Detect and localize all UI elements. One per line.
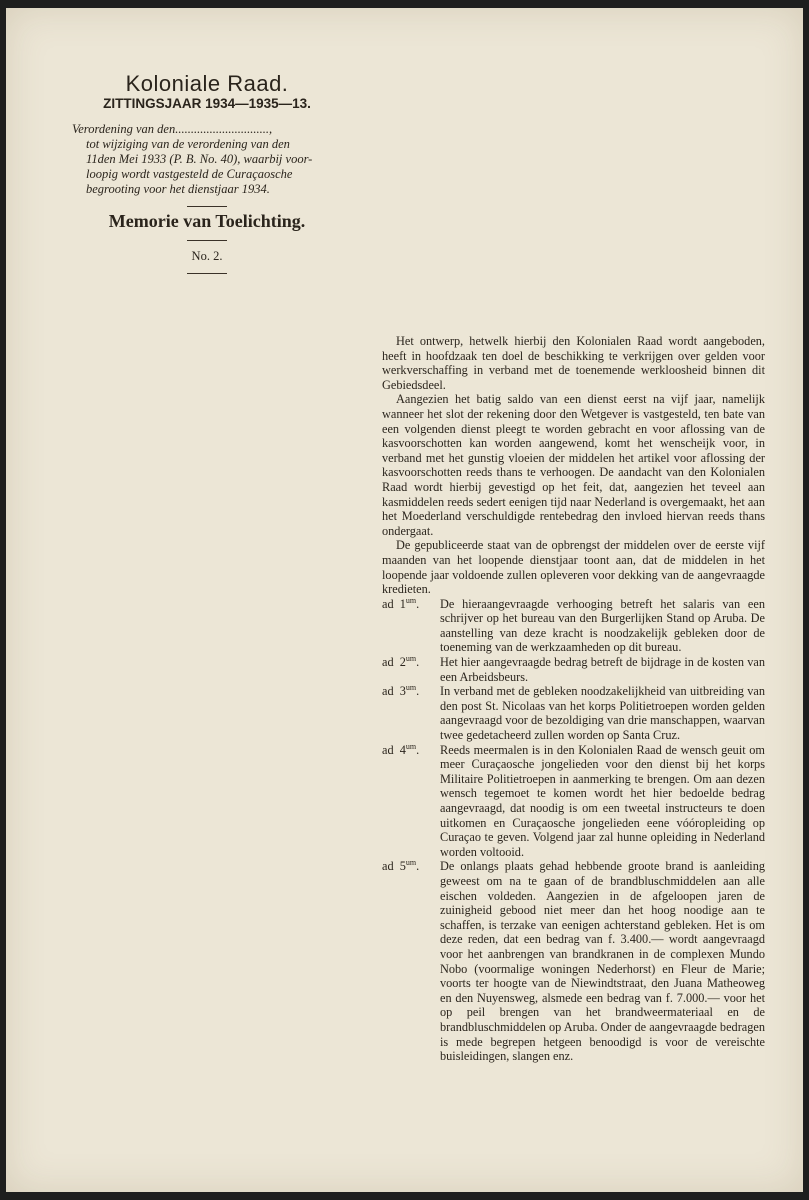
divider xyxy=(187,273,227,274)
memorandum-body xyxy=(382,334,765,1064)
item-label: ad $1^{um}$. xyxy=(382,595,420,611)
item-text: Reeds meermalen is in den Kolonialen Raad de wensch geuit om meer Curaçaosche jongelieden voor den dienst bij het korps Militaire Politietroepen in aanmerking te brengen. Om aan dezen wensch tegemoet te komen wordt het hier bedoelde bedrag aangevraagd, dat noodig is om een tweetal instructeurs te doen uitkomen en Curaçaosche jongelieden eene vóóropleiding op Curaçao te geven. Volgend jaar zal hunne opleiding in Nederland worden voltooid. xyxy=(440,742,765,859)
document-number: No. 2. xyxy=(191,249,223,263)
item-text: De hieraangevraagde verhooging betreft het salaris van een schrijver op het bureau van den Burgerlijken Stand op Aruba. De aanstelling van deze kracht is noodzakelijk gebleken door de toeneming van de werkzaamheden op dit bureau. xyxy=(440,596,765,655)
budget-item xyxy=(382,859,765,1063)
regulation-description xyxy=(72,122,342,197)
divider xyxy=(187,206,227,207)
item-text: Het hier aangevraagde bedrag betreft de bijdrage in de kosten van een Arbeidsbeurs. xyxy=(440,655,765,684)
item-label: ad $2^{um}$. xyxy=(382,653,420,670)
budget-item xyxy=(382,684,765,742)
session-year: ZITTINGSJAAR 1934—1935—13. xyxy=(103,96,311,111)
item-label: ad $5^{um}$. xyxy=(382,858,420,874)
budget-item xyxy=(382,655,765,684)
divider xyxy=(187,240,227,241)
paragraph: Het ontwerp, hetwelk hierbij den Kolonialen Raad wordt aangeboden, heeft in hoofdzaak ten doel de beschikking te verkrijgen over gelden voor werkverschaffing in verband met de toenemende werkloosheid binnen dit Gebiedsdeel. xyxy=(382,334,765,392)
description-line: tot wijziging van de verordening van den xyxy=(86,137,290,151)
paragraph: Aangezien het batig saldo van een dienst eerst na vijf jaar, namelijk wanneer het slot der rekening door den Wetgever is vastgesteld, ten bate van een volgenden dienst pleegt te worden gebracht en voor aflossing van de kasvoorschotten kan worden aangewend, komt het wenscheijk voor, in verband met het gunstig vloeien der middelen het artikel voor aflossing der kasvoorschotten reeds thans te verhoogen. De aandacht van den Kolonialen Raad wordt hierbij gevestigd op het feit, dat, aangezien het teveel aan kasmiddelen reeds sedert eenigen tijd naar Nederland is overgemaakt, het aan het Moederland verschuldigde rentebedrag den invloed hiervan reeds thans ondergaat. xyxy=(382,392,765,538)
document-title: Memorie van Toelichting. xyxy=(108,211,306,231)
item-label: ad $3^{um}$. xyxy=(382,683,420,699)
budget-item xyxy=(382,743,765,860)
description-line: begrooting voor het dienstjaar 1934. xyxy=(86,182,270,196)
paragraph: De gepubliceerde staat van de opbrengst der middelen over de eerste vijf maanden van het loopende dienstjaar toont aan, dat de middelen in het loopende jaar voldoende zullen opleveren voor dekking van de aangevraagde kredieten. xyxy=(382,538,765,597)
document-header xyxy=(72,72,342,274)
item-text: In verband met de gebleken noodzakelijkheid van uitbreiding van den post St. Nicolaas van het korps Politietroepen worden gelden aangevraagd voor de bezoldiging van drie manschappen, waarvan twee gedetacheerd zullen worden op Santa Cruz. xyxy=(440,684,765,743)
description-line: 11den Mei 1933 (P. B. No. 40), waarbij voor- xyxy=(86,152,313,166)
item-text: De onlangs plaats gehad hebbende groote brand is aanleiding geweest om na te gaan of de brandbluschmiddelen aan alle eischen voldeden. Aangezien in de afgeloopen jaren de zuinigheid gebood niet meer dan het hoog noodige aan te schaffen, is terzake van eenigen achterstand gebleken. Het is om deze reden, dat een bedrag van f. 3.400.— wordt aangevraagd voor het aanbrengen van brandkranen in de complexen Mundo Nobo (voormalige woningen Nederhorst) en Fleur de Marie; voorts ter hoogte van de Niewindtstraat, den Juana Matheoweg en den Nuyensweg, alsmede een bedrag van f. 7.000.— voor het op peil brengen van het brandweermateriaal en de brandbluschmiddelen op Aruba. Onder de aangevraagde bedragen is mede begrepen hetgeen benoodigd is voor de vereischte buisleidingen, slangen enz. xyxy=(440,859,765,1064)
description-line: loopig wordt vastgesteld de Curaçaosche xyxy=(86,167,293,181)
council-title: Koloniale Raad. xyxy=(125,71,289,96)
document-page xyxy=(6,8,803,1192)
description-line: Verordening van den.............................., xyxy=(72,122,273,136)
item-label: ad $4^{um}$. xyxy=(382,741,420,757)
budget-item xyxy=(382,597,765,655)
